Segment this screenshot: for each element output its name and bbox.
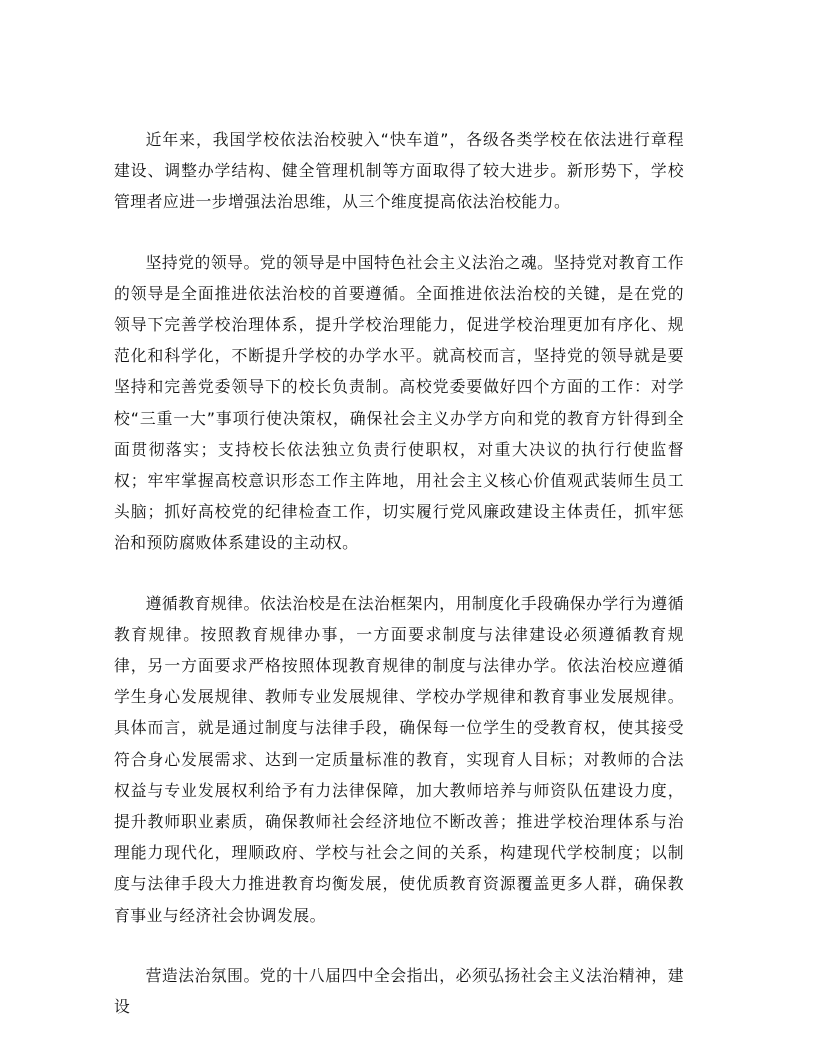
paragraph-intro: 近年来，我国学校依法治校驶入“快车道”，各级各类学校在依法进行章程建设、调整办学结构、健全管理机制等方面取得了较大进步。新形势下，学校管理者应进一步增强法治思维，从三个维度提高依法治校能力。 — [114, 130, 684, 212]
paragraph-education-laws: 遵循教育规律。依法治校是在法治框架内，用制度化手段确保办学行为遵循教育规律。按照教育规律办事，一方面要求制度与法律建设必须遵循教育规律，另一方面要求严格按照体现教育规律的制度与法律办学。依法治校应遵循学生身心发展规律、教师专业发展规律、学校办学规律和教育事业发展规律。具体而言，就是通过制度与法律手段，确保每一位学生的受教育权，使其接受符合身心发展需求、达到一定质量标准的教育，实现育人目标；对教师的合法权益与专业发展权利给予有力法律保障，加大教师培养与师资队伍建设力度，提升教师职业素质，确保教师社会经济地位不断改善；推进学校治理体系与治理能力现代化，理顺政府、学校与社会之间的关系，构建现代学校制度；以制度与法律手段大力推进教育均衡发展，使优质教育资源覆盖更多人群，确保教育事业与经济社会协调发展。 — [114, 593, 684, 925]
document-body — [114, 124, 684, 1051]
paragraph-rule-of-law-atmosphere: 营造法治氛围。党的十八届四中全会指出，必须弘扬社会主义法治精神，建设 — [114, 965, 684, 1017]
paragraph-party-leadership: 坚持党的领导。党的领导是中国特色社会主义法治之魂。坚持党对教育工作的领导是全面推进依法治校的首要遵循。全面推进依法治校的关键，是在党的领导下完善学校治理体系，提升学校治理能力，促进学校治理更加有序化、规范化和科学化，不断提升学校的办学水平。就高校而言，坚持党的领导就是要坚持和完善党委领导下的校长负责制。高校党委要做好四个方面的工作：对学校“三重一大”事项行使决策权，确保社会主义办学方向和党的教育方针得到全面贯彻落实；支持校长依法独立负责行使职权，对重大决议的执行行使监督权；牢牢掌握高校意识形态工作主阵地，用社会主义核心价值观武装师生员工头脑；抓好高校党的纪律检查工作，切实履行党风廉政建设主体责任，抓牢惩治和预防腐败体系建设的主动权。 — [114, 252, 684, 553]
